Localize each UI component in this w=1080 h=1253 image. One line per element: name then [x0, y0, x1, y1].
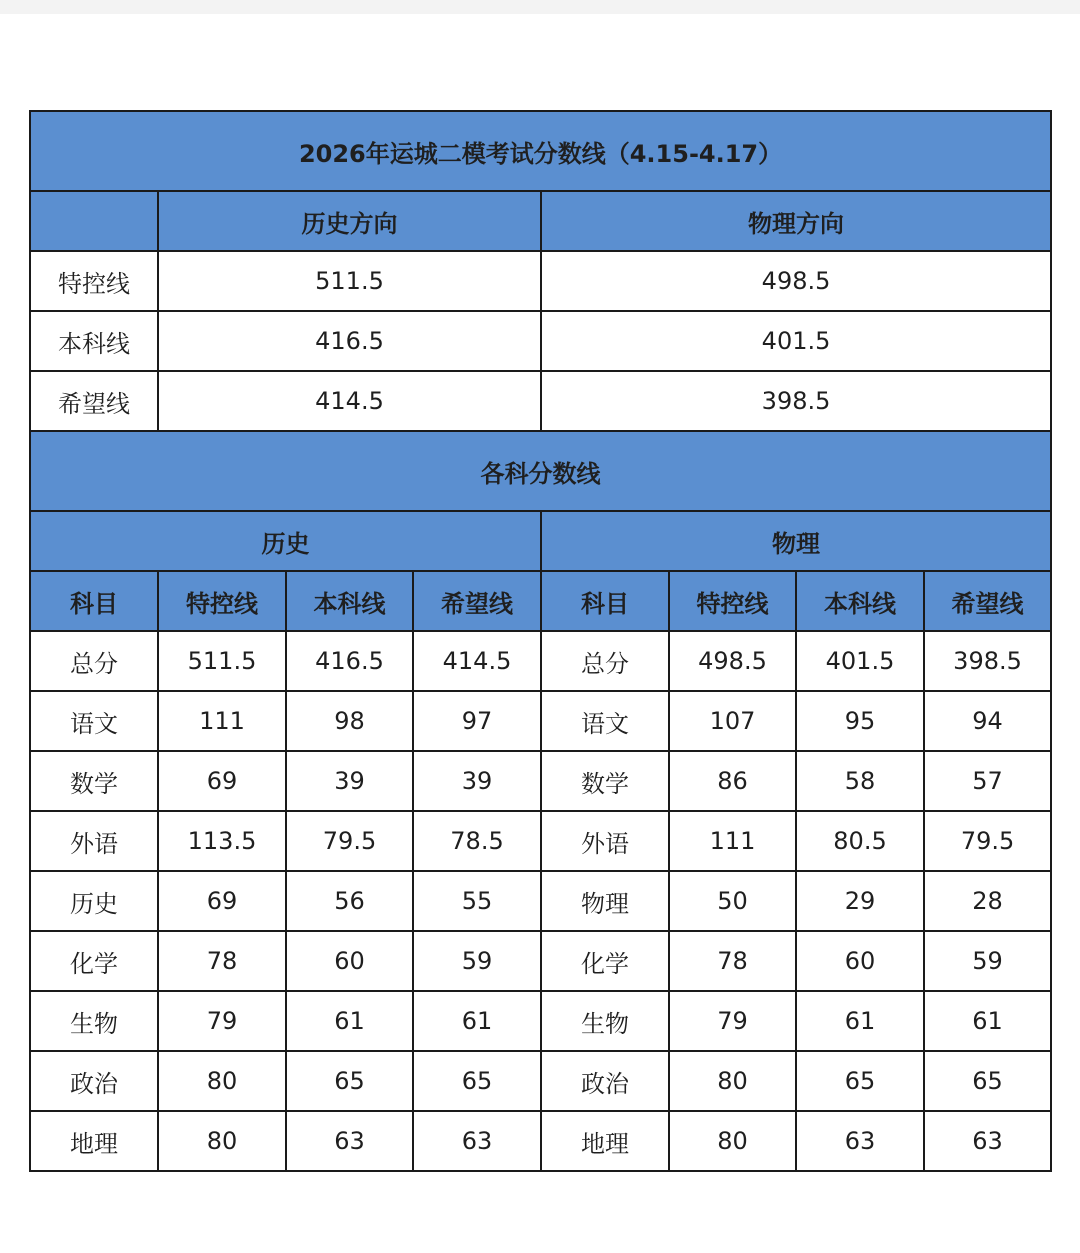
history-subject-name-cell: 生物	[30, 991, 158, 1051]
physics-benke-score-cell: 29	[796, 871, 924, 931]
history-tekong-score-cell: 69	[158, 751, 286, 811]
cutoff-row	[30, 311, 1051, 371]
history-benke-score-cell: 416.5	[286, 631, 413, 691]
subject-row	[30, 751, 1051, 811]
physics-tekong-score-cell: 80	[669, 1051, 796, 1111]
history-subject-name-cell: 政治	[30, 1051, 158, 1111]
cutoff-label: 希望线	[30, 371, 158, 431]
cutoff-label: 特控线	[30, 251, 158, 311]
physics-subject-name-cell: 总分	[541, 631, 669, 691]
physics-cutoff-value: 401.5	[541, 311, 1051, 371]
physics-benke-score-cell: 63	[796, 1111, 924, 1171]
physics-tekong-score-cell: 107	[669, 691, 796, 751]
physics-subject-name-cell: 化学	[541, 931, 669, 991]
history-subject-name-cell: 地理	[30, 1111, 158, 1171]
subject-row	[30, 931, 1051, 991]
subject-column-header: 科目	[30, 571, 158, 631]
subject-row	[30, 1051, 1051, 1111]
history-direction-header: 历史方向	[158, 191, 541, 251]
score-table	[29, 110, 1052, 1172]
history-xiwang-score-cell: 63	[413, 1111, 541, 1171]
physics-tekong-score-cell: 86	[669, 751, 796, 811]
history-xiwang-score-cell: 97	[413, 691, 541, 751]
history-subject-name-cell: 语文	[30, 691, 158, 751]
section-title-row	[30, 431, 1051, 511]
physics-benke-score-cell: 65	[796, 1051, 924, 1111]
physics-subject-name-cell: 地理	[541, 1111, 669, 1171]
history-tekong-score-cell: 113.5	[158, 811, 286, 871]
physics-subject-name-cell: 政治	[541, 1051, 669, 1111]
benke-column-header: 本科线	[796, 571, 924, 631]
history-xiwang-score-cell: 39	[413, 751, 541, 811]
history-group-header: 历史	[30, 511, 541, 571]
history-benke-score-cell: 79.5	[286, 811, 413, 871]
xiwang-column-header: 希望线	[413, 571, 541, 631]
physics-xiwang-score-cell: 63	[924, 1111, 1051, 1171]
history-tekong-score-cell: 511.5	[158, 631, 286, 691]
history-benke-score-cell: 39	[286, 751, 413, 811]
physics-benke-score-cell: 61	[796, 991, 924, 1051]
title-row	[30, 111, 1051, 191]
tekong-column-header: 特控线	[158, 571, 286, 631]
subject-row	[30, 1111, 1051, 1171]
history-benke-score-cell: 98	[286, 691, 413, 751]
subject-column-header: 科目	[541, 571, 669, 631]
physics-xiwang-score-cell: 28	[924, 871, 1051, 931]
top-status-strip	[0, 0, 1080, 14]
history-cutoff-value: 414.5	[158, 371, 541, 431]
physics-benke-score-cell: 401.5	[796, 631, 924, 691]
physics-xiwang-score-cell: 59	[924, 931, 1051, 991]
history-subject-name-cell: 数学	[30, 751, 158, 811]
history-tekong-score-cell: 69	[158, 871, 286, 931]
subject-row	[30, 871, 1051, 931]
history-tekong-score-cell: 80	[158, 1111, 286, 1171]
physics-tekong-score-cell: 80	[669, 1111, 796, 1171]
physics-xiwang-score-cell: 398.5	[924, 631, 1051, 691]
history-subject-name-cell: 外语	[30, 811, 158, 871]
physics-tekong-score-cell: 498.5	[669, 631, 796, 691]
physics-subject-name-cell: 物理	[541, 871, 669, 931]
section-title: 各科分数线	[30, 431, 1051, 511]
history-subject-name-cell: 总分	[30, 631, 158, 691]
history-tekong-score-cell: 80	[158, 1051, 286, 1111]
physics-subject-name-cell: 生物	[541, 991, 669, 1051]
physics-tekong-score-cell: 50	[669, 871, 796, 931]
cutoff-row	[30, 251, 1051, 311]
physics-xiwang-score-cell: 79.5	[924, 811, 1051, 871]
subject-row	[30, 691, 1051, 751]
history-cutoff-value: 416.5	[158, 311, 541, 371]
physics-group-header: 物理	[541, 511, 1051, 571]
history-xiwang-score-cell: 59	[413, 931, 541, 991]
history-xiwang-score-cell: 55	[413, 871, 541, 931]
table-title: 2026年运城二模考试分数线（4.15-4.17）	[30, 111, 1051, 191]
history-subject-name-cell: 历史	[30, 871, 158, 931]
score-table-body	[30, 111, 1051, 1171]
history-tekong-score-cell: 111	[158, 691, 286, 751]
xiwang-column-header: 希望线	[924, 571, 1051, 631]
physics-tekong-score-cell: 79	[669, 991, 796, 1051]
history-xiwang-score-cell: 61	[413, 991, 541, 1051]
history-tekong-score-cell: 78	[158, 931, 286, 991]
physics-benke-score-cell: 58	[796, 751, 924, 811]
physics-xiwang-score-cell: 61	[924, 991, 1051, 1051]
tekong-column-header: 特控线	[669, 571, 796, 631]
history-benke-score-cell: 60	[286, 931, 413, 991]
physics-xiwang-score-cell: 57	[924, 751, 1051, 811]
history-xiwang-score-cell: 414.5	[413, 631, 541, 691]
history-benke-score-cell: 61	[286, 991, 413, 1051]
history-subject-name-cell: 化学	[30, 931, 158, 991]
physics-cutoff-value: 398.5	[541, 371, 1051, 431]
physics-xiwang-score-cell: 65	[924, 1051, 1051, 1111]
history-benke-score-cell: 56	[286, 871, 413, 931]
physics-subject-name-cell: 外语	[541, 811, 669, 871]
history-xiwang-score-cell: 78.5	[413, 811, 541, 871]
physics-benke-score-cell: 60	[796, 931, 924, 991]
cutoff-label: 本科线	[30, 311, 158, 371]
subject-row	[30, 991, 1051, 1051]
history-tekong-score-cell: 79	[158, 991, 286, 1051]
physics-subject-name-cell: 数学	[541, 751, 669, 811]
history-benke-score-cell: 65	[286, 1051, 413, 1111]
benke-column-header: 本科线	[286, 571, 413, 631]
history-benke-score-cell: 63	[286, 1111, 413, 1171]
physics-cutoff-value: 498.5	[541, 251, 1051, 311]
physics-tekong-score-cell: 111	[669, 811, 796, 871]
subject-row	[30, 631, 1051, 691]
physics-direction-header: 物理方向	[541, 191, 1051, 251]
column-header-row	[30, 571, 1051, 631]
cutoff-row	[30, 371, 1051, 431]
physics-benke-score-cell: 80.5	[796, 811, 924, 871]
physics-tekong-score-cell: 78	[669, 931, 796, 991]
group-header-row	[30, 511, 1051, 571]
physics-xiwang-score-cell: 94	[924, 691, 1051, 751]
direction-corner-cell	[30, 191, 158, 251]
physics-subject-name-cell: 语文	[541, 691, 669, 751]
physics-benke-score-cell: 95	[796, 691, 924, 751]
history-xiwang-score-cell: 65	[413, 1051, 541, 1111]
history-cutoff-value: 511.5	[158, 251, 541, 311]
subject-row	[30, 811, 1051, 871]
direction-header-row	[30, 191, 1051, 251]
